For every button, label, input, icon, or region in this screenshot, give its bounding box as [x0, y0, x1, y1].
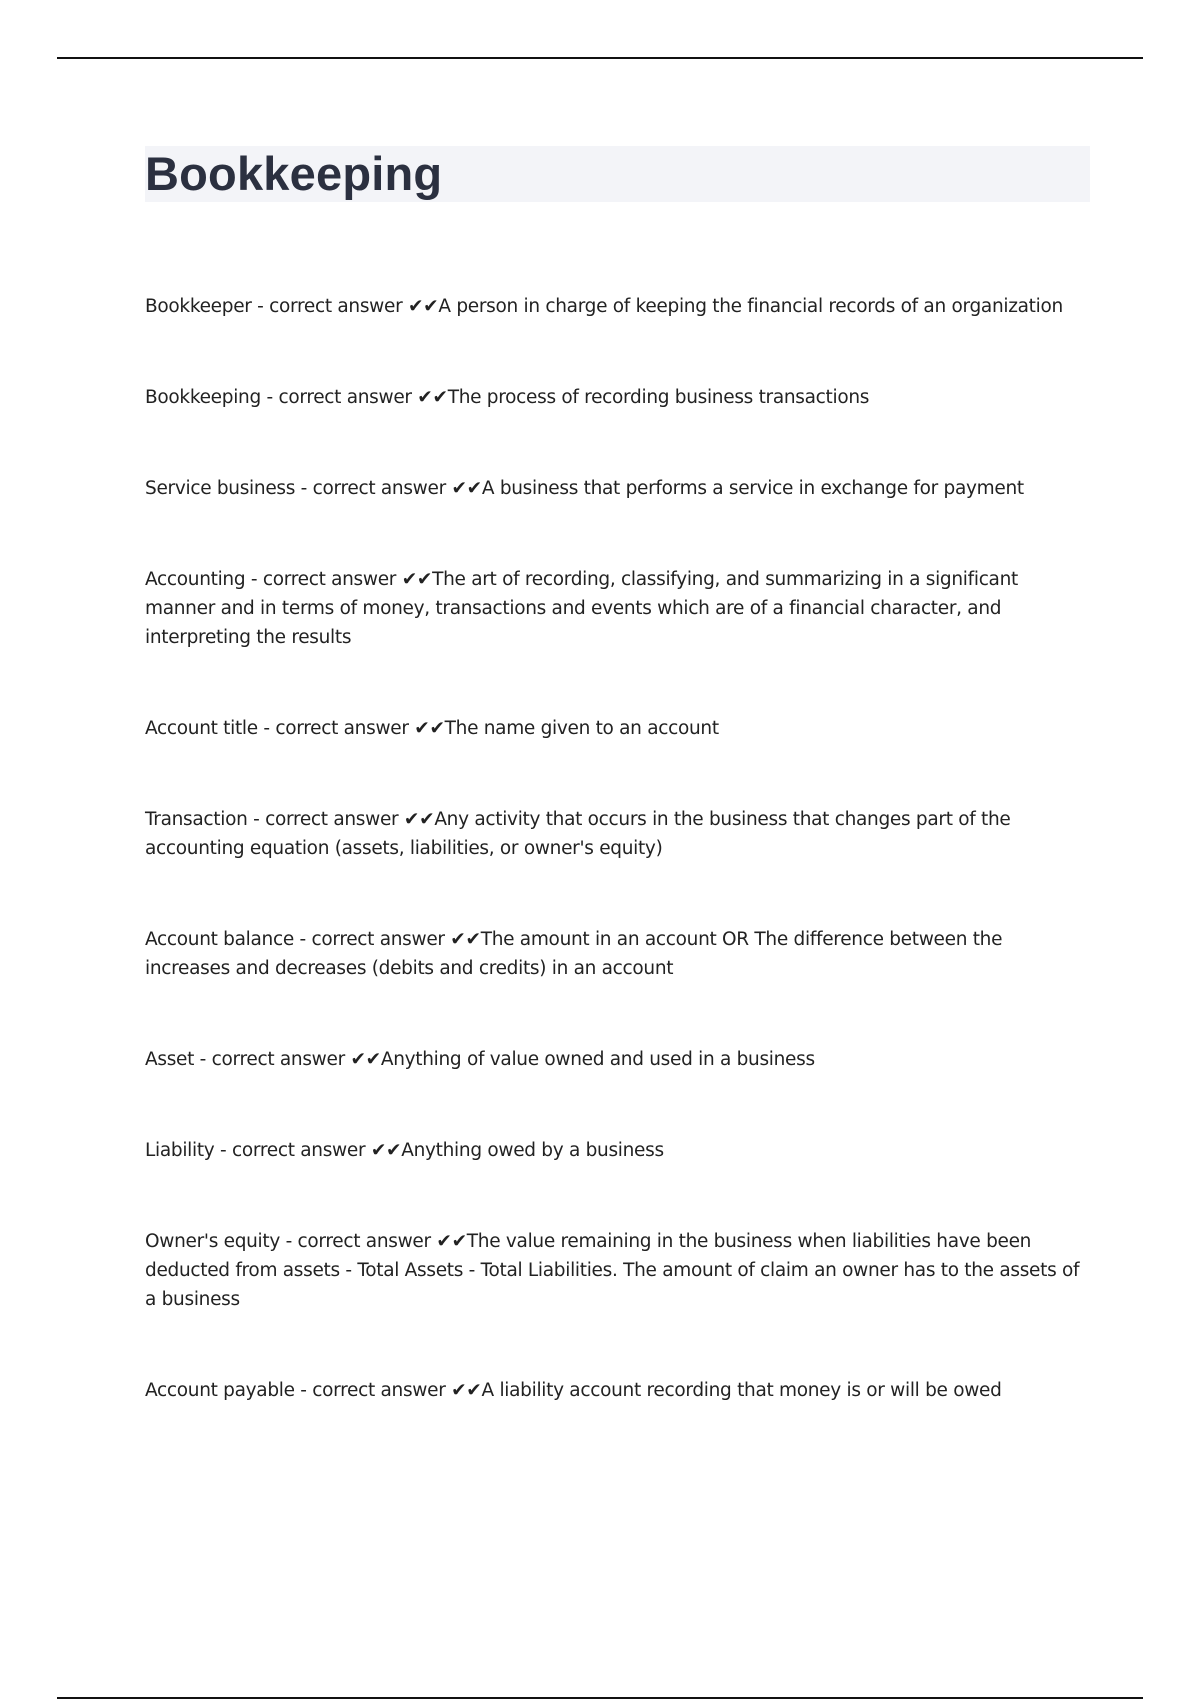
page-title: Bookkeeping — [145, 147, 443, 200]
flashcard-entry: Owner's equity - correct answer ✔✔The value remaining in the business when liabilities have been deducted from assets - Total Assets - Total Liabilities. The amount of claim an owner has to the assets of a business — [145, 1231, 1080, 1310]
flashcard-entry: Account title - correct answer ✔✔The name given to an account — [145, 718, 719, 739]
flashcard-list — [145, 292, 1085, 1467]
flashcard-entry: Bookkeeper - correct answer ✔✔A person in charge of keeping the financial records of an organization — [145, 296, 1063, 317]
flashcard-entry: Liability - correct answer ✔✔Anything owed by a business — [145, 1140, 664, 1161]
flashcard-entry: Service business - correct answer ✔✔A business that performs a service in exchange for payment — [145, 478, 1024, 499]
flashcard-entry: Account balance - correct answer ✔✔The amount in an account OR The difference between the increases and decreases (debits and credits) in an account — [145, 929, 1003, 979]
header-rule — [57, 57, 1143, 59]
flashcard-entry: Transaction - correct answer ✔✔Any activity that occurs in the business that changes part of the accounting equation (assets, liabilities, or owner's equity) — [145, 809, 1011, 859]
flashcard-entry: Bookkeeping - correct answer ✔✔The process of recording business transactions — [145, 387, 870, 408]
footer-rule — [57, 1697, 1143, 1699]
flashcard-entry: Accounting - correct answer ✔✔The art of recording, classifying, and summarizing in a significant manner and in terms of money, transactions and events which are of a financial character, and interpreting the results — [145, 569, 1018, 648]
flashcard-entry: Account payable - correct answer ✔✔A liability account recording that money is or will be owed — [145, 1380, 1002, 1401]
title-banner — [145, 146, 1090, 202]
flashcard-entry: Asset - correct answer ✔✔Anything of value owned and used in a business — [145, 1049, 815, 1070]
